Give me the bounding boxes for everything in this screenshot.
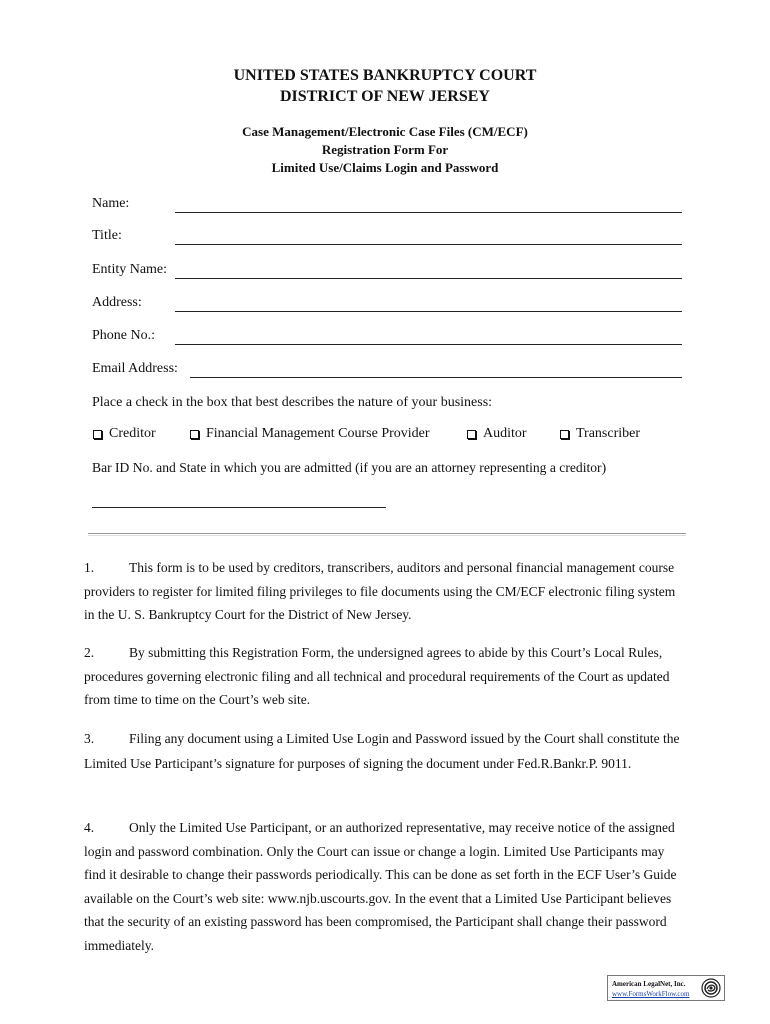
business-type-options [0,426,770,446]
auditor-option[interactable] [467,426,527,442]
financial-management-option[interactable] [190,426,430,442]
publisher-name: American LegalNet, Inc. [612,980,686,988]
email-field-row [92,361,682,381]
court-district: DISTRICT OF NEW JERSEY [280,88,490,105]
title-field-row [92,228,682,248]
checkbox-icon[interactable] [467,430,476,439]
name-field[interactable] [175,212,682,213]
transcriber-option[interactable] [560,426,640,442]
email-label: Email Address: [92,361,178,376]
checkbox-icon[interactable] [190,430,199,439]
title-field[interactable] [175,244,682,245]
email-field[interactable] [190,377,682,378]
paragraph-text: This form is to be used by creditors, transcribers, auditors and personal financial management course providers to register for limited filing privileges to file documents using the CM/ECF electronic filing system in the U. S. Bankruptcy Court for the District of New Jersey. [84,560,676,622]
publisher-badge [607,975,725,1001]
paragraph-text: Only the Limited Use Participant, or an authorized representative, may receive notice of the assigned login and password combination. Only the Court can issue or change a login. Limited Use Participants may find it desirable to change their passwords periodically. This can be done as set forth in the ECF User’s Guide available on the Court’s web site: www.njb.uscourts.gov. In the event that a Limited Use Participant believes that the security of an existing password has been compromised, the Participant shall change their password immediately. [84,820,677,953]
paragraph-number: 3. [84,731,95,746]
entity-name-field[interactable] [175,278,682,279]
paragraph-2 [84,641,689,712]
paragraph-text: Filing any document using a Limited Use Login and Password issued by the Court shall constitute the Limited Use Participant’s signature for purposes of signing the document under Fed.R.Bankr.P. 9011. [84,731,680,771]
phone-field[interactable] [175,344,682,345]
entity-name-label: Entity Name: [92,262,168,277]
auditor-option-label: Auditor [483,426,527,441]
phone-field-row [92,328,682,348]
creditor-option-label: Creditor [109,426,156,441]
form-subtitle-line-3: Limited Use/Claims Login and Password [271,160,499,175]
address-label: Address: [92,295,142,310]
paragraph-number: 4. [84,820,95,835]
paragraph-number: 2. [84,645,95,660]
section-divider [88,533,686,536]
address-field[interactable] [175,311,682,312]
checkbox-icon[interactable] [93,430,102,439]
form-subtitle-line-1: Case Management/Electronic Case Files (CM/ECF) [242,124,528,139]
paragraph-number: 1. [84,560,95,575]
bar-id-field[interactable] [92,507,386,508]
publisher-link[interactable]: www.FormsWorkFlow.com [612,990,690,998]
name-label: Name: [92,196,130,211]
form-subtitle-line-2: Registration Form For [321,142,449,157]
american-legalnet-seal-icon [701,978,721,998]
financial-management-option-label: Financial Management Course Provider [206,426,430,441]
paragraph-3 [84,726,689,776]
court-name: UNITED STATES BANKRUPTCY COURT [233,67,537,84]
bar-id-prompt: Bar ID No. and State in which you are admitted (if you are an attorney representing a creditor) [92,460,607,475]
address-field-row [92,295,682,315]
name-field-row [92,196,682,216]
phone-label: Phone No.: [92,328,155,343]
business-type-prompt: Place a check in the box that best describes the nature of your business: [92,395,493,410]
checkbox-icon[interactable] [560,430,569,439]
paragraph-1 [84,556,689,627]
paragraph-4 [84,816,689,957]
title-label: Title: [92,228,122,243]
entity-name-field-row [92,262,682,282]
transcriber-option-label: Transcriber [576,426,641,441]
creditor-option[interactable] [93,426,156,442]
paragraph-text: By submitting this Registration Form, the undersigned agrees to abide by this Court’s Local Rules, procedures governing electronic filing and all technical and procedural requirements of the Court as updated from time to time on the Court’s web site. [84,645,670,707]
